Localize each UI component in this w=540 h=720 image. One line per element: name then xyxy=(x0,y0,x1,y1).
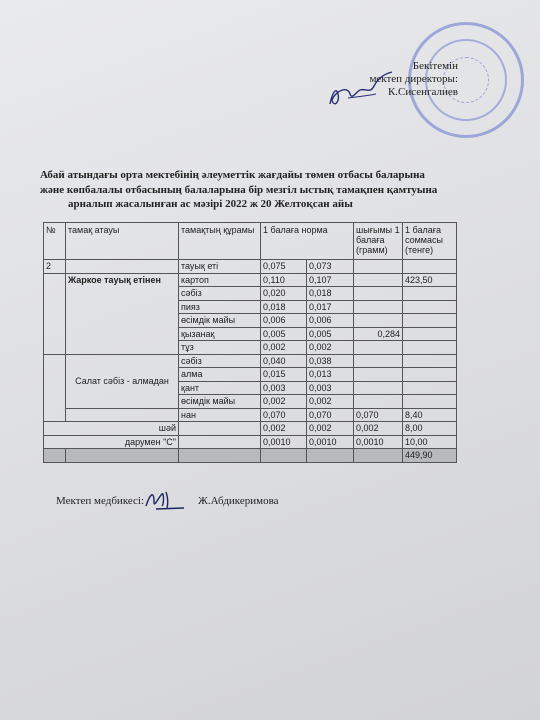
ingredient: алма xyxy=(179,368,261,382)
norm-a: 0,075 xyxy=(261,260,307,274)
total-amount: 449,90 xyxy=(403,449,457,463)
table-header-row xyxy=(44,223,457,260)
norm-a: 0,0010 xyxy=(261,435,307,449)
dish-name: шәй xyxy=(44,422,179,436)
header-num: № xyxy=(44,223,66,260)
header-spent: шығымы 1 балаға (грамм) xyxy=(354,223,403,260)
ingredient: өсімдік майы xyxy=(179,395,261,409)
norm-b: 0,003 xyxy=(307,381,354,395)
norm-a: 0,002 xyxy=(261,395,307,409)
approval-block xyxy=(300,60,458,99)
norm-a: 0,003 xyxy=(261,381,307,395)
amount: 8,40 xyxy=(403,408,457,422)
ingredient: картоп xyxy=(179,273,261,287)
ingredient: қант xyxy=(179,381,261,395)
dish-name: Салат сәбіз - алмадан xyxy=(66,354,179,408)
approval-line-2: мектеп директоры: xyxy=(369,73,458,85)
title-line-3: арналып жасалынған ас мәзірі 2022 ж 20 Желтоқсан айы xyxy=(68,198,353,210)
table-row xyxy=(44,354,457,368)
approval-line-1: Бекітемін xyxy=(412,60,458,72)
norm-b: 0,002 xyxy=(307,395,354,409)
norm-a: 0,040 xyxy=(261,354,307,368)
norm-b: 0,017 xyxy=(307,300,354,314)
norm-b: 0,073 xyxy=(307,260,354,274)
spent: 0,284 xyxy=(354,327,403,341)
norm-b: 0,006 xyxy=(307,314,354,328)
norm-a: 0,020 xyxy=(261,287,307,301)
menu-table xyxy=(43,222,457,463)
nurse-label: Мектеп медбикесі: xyxy=(56,495,145,507)
document-title xyxy=(40,168,460,212)
norm-a: 0,002 xyxy=(261,422,307,436)
norm-a: 0,006 xyxy=(261,314,307,328)
ingredient: тауық еті xyxy=(179,260,261,274)
norm-a: 0,015 xyxy=(261,368,307,382)
amount: 10,00 xyxy=(403,435,457,449)
spent: 0,070 xyxy=(354,408,403,422)
spent: 0,002 xyxy=(354,422,403,436)
norm-b: 0,070 xyxy=(307,408,354,422)
norm-a: 0,002 xyxy=(261,341,307,355)
norm-b: 0,002 xyxy=(307,422,354,436)
total-row xyxy=(44,449,457,463)
nurse-name: Ж.Абдикеримова xyxy=(198,495,279,507)
header-amount: 1 балаға соммасы (тенге) xyxy=(403,223,457,260)
header-name: тамақ атауы xyxy=(66,223,179,260)
spent: 0,0010 xyxy=(354,435,403,449)
norm-b: 0,013 xyxy=(307,368,354,382)
norm-b: 0,018 xyxy=(307,287,354,301)
approval-line-3: К.Сисенгалиев xyxy=(387,86,458,98)
norm-b: 0,107 xyxy=(307,273,354,287)
norm-a: 0,070 xyxy=(261,408,307,422)
ingredient: сәбіз xyxy=(179,287,261,301)
header-composition: тамақтың құрамы xyxy=(179,223,261,260)
row-num: 2 xyxy=(44,260,66,274)
ingredient: пияз xyxy=(179,300,261,314)
header-norm: 1 балаға норма xyxy=(261,223,354,260)
table-row xyxy=(44,435,457,449)
dish-name: дарумен "С" xyxy=(44,435,179,449)
norm-b: 0,0010 xyxy=(307,435,354,449)
ingredient: сәбіз xyxy=(179,354,261,368)
norm-b: 0,038 xyxy=(307,354,354,368)
table-row xyxy=(44,260,457,274)
ingredient: нан xyxy=(179,408,261,422)
table-row xyxy=(44,273,457,287)
norm-b: 0,005 xyxy=(307,327,354,341)
nurse-signature xyxy=(140,484,190,514)
ingredient: қызанақ xyxy=(179,327,261,341)
title-line-2: және көпбалалы отбасының балаларына бір мезгіл ыстық тамақпен қамтуына xyxy=(40,183,438,196)
table-row xyxy=(44,422,457,436)
table-row xyxy=(44,408,457,422)
norm-b: 0,002 xyxy=(307,341,354,355)
amount: 423,50 xyxy=(403,273,457,287)
norm-a: 0,018 xyxy=(261,300,307,314)
title-line-1: Абай атындағы орта мектебінің әлеуметтік жағдайы төмен отбасы баларына xyxy=(40,169,425,181)
norm-a: 0,005 xyxy=(261,327,307,341)
dish-name: Жаркое тауық етінен xyxy=(66,273,179,354)
ingredient: өсімдік майы xyxy=(179,314,261,328)
ingredient: тұз xyxy=(179,341,261,355)
norm-a: 0,110 xyxy=(261,273,307,287)
amount: 8,00 xyxy=(403,422,457,436)
